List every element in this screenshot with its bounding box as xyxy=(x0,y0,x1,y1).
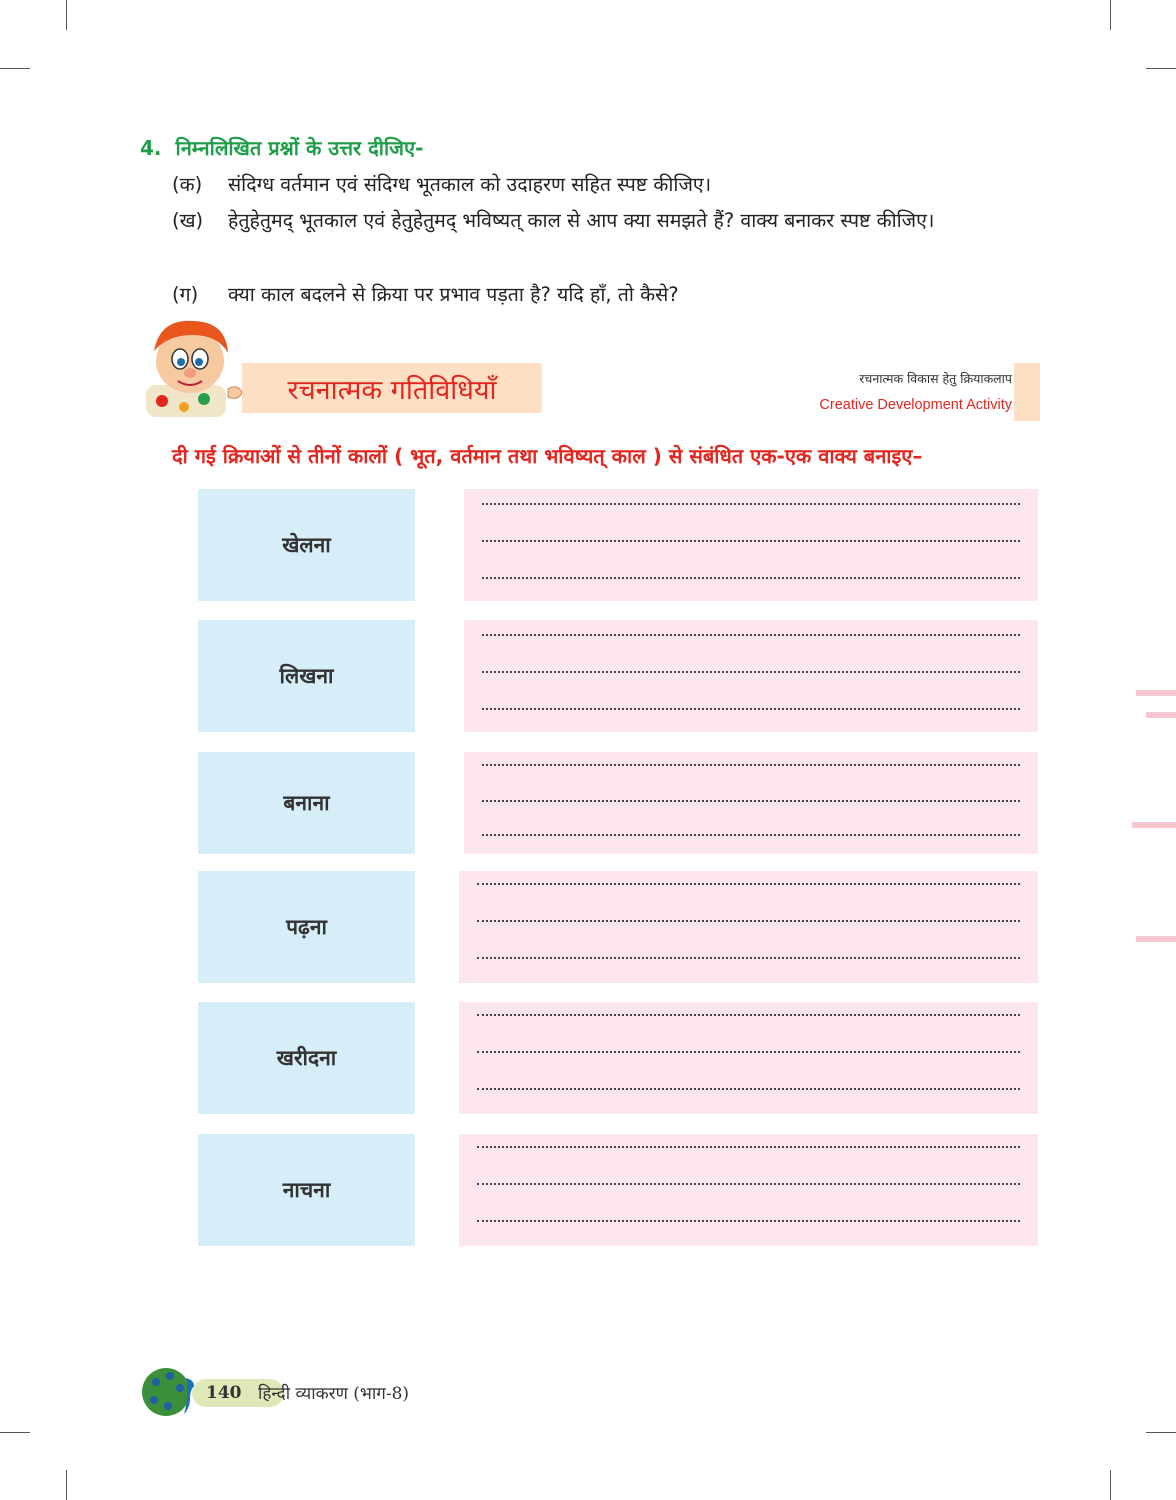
verb-label: खेलना xyxy=(198,489,415,601)
activity-subtitle-hindi: रचनात्मक विकास हेतु क्रियाकलाप xyxy=(859,371,1012,386)
edge-decoration xyxy=(1146,712,1176,718)
verb-label: खरीदना xyxy=(198,1002,415,1114)
answer-line[interactable] xyxy=(482,800,1020,802)
question-item xyxy=(172,204,1040,238)
answer-lines-box xyxy=(464,620,1038,732)
crop-mark xyxy=(1146,68,1176,69)
question-item-label: (ग) xyxy=(172,283,199,306)
activity-instruction: दी गई क्रियाओं से तीनों कालों ( भूत, वर्तमान तथा भविष्यत् काल ) से संबंधित एक-एक वाक्य बनाइए– xyxy=(172,444,923,468)
answer-lines-box xyxy=(464,489,1038,601)
verb-row xyxy=(198,871,1040,983)
verb-label: नाचना xyxy=(198,1134,415,1246)
crop-mark xyxy=(66,0,67,30)
answer-line[interactable] xyxy=(482,540,1020,542)
answer-line[interactable] xyxy=(477,1183,1020,1185)
answer-lines-box xyxy=(459,871,1038,983)
answer-line[interactable] xyxy=(482,708,1020,710)
activity-banner-title: रचनात्मक गतिविधियाँ xyxy=(242,363,542,413)
verb-row xyxy=(198,1002,1040,1114)
crop-mark xyxy=(1110,0,1111,30)
crop-mark xyxy=(66,1470,67,1500)
answer-line[interactable] xyxy=(482,764,1020,766)
answer-line[interactable] xyxy=(477,883,1020,885)
answer-lines-box xyxy=(459,1002,1038,1114)
answer-line[interactable] xyxy=(477,957,1020,959)
verb-row xyxy=(198,489,1040,601)
question-item xyxy=(172,278,1040,312)
question-item-text: संदिग्ध वर्तमान एवं संदिग्ध भूतकाल को उदाहरण सहित स्पष्ट कीजिए। xyxy=(228,173,712,196)
crop-mark xyxy=(0,1432,30,1433)
answer-line[interactable] xyxy=(482,834,1020,836)
edge-decoration xyxy=(1132,822,1176,828)
peacock-illustration xyxy=(140,1362,200,1422)
answer-line[interactable] xyxy=(482,577,1020,579)
verb-label: बनाना xyxy=(198,752,415,854)
question-heading-text: निम्नलिखित प्रश्नों के उत्तर दीजिए- xyxy=(175,136,424,160)
activity-banner xyxy=(140,315,1040,425)
crop-mark xyxy=(1110,1470,1111,1500)
activity-subtitle xyxy=(819,370,1012,413)
verb-label: लिखना xyxy=(198,620,415,732)
verb-label: पढ़ना xyxy=(198,871,415,983)
page-footer xyxy=(140,1362,540,1422)
question-item-text: हेतुहेतुमद् भूतकाल एवं हेतुहेतुमद् भविष्यत् काल से आप क्या समझते हैं? वाक्य बनाकर स्पष्ट कीजिए। xyxy=(228,209,935,232)
page-number: 140 xyxy=(192,1379,284,1407)
answer-line[interactable] xyxy=(482,503,1020,505)
answer-line[interactable] xyxy=(477,1051,1020,1053)
answer-lines-box xyxy=(459,1134,1038,1246)
answer-line[interactable] xyxy=(477,1014,1020,1016)
question-heading xyxy=(140,134,423,161)
question-item xyxy=(172,168,1040,202)
answer-line[interactable] xyxy=(477,1220,1020,1222)
activity-subtitle-english: Creative Development Activity xyxy=(819,397,1012,413)
edge-decoration xyxy=(1136,936,1176,942)
answer-line[interactable] xyxy=(477,920,1020,922)
verb-row xyxy=(198,620,1040,732)
cartoon-boy-illustration xyxy=(140,315,250,417)
question-item-label: (ख) xyxy=(172,209,204,232)
crop-mark xyxy=(1146,1432,1176,1433)
verb-row xyxy=(198,1134,1040,1246)
banner-accent-bar xyxy=(1014,363,1040,421)
answer-line[interactable] xyxy=(477,1146,1020,1148)
question-item-text: क्या काल बदलने से क्रिया पर प्रभाव पड़ता है? यदि हाँ, तो कैसे? xyxy=(228,283,679,306)
edge-decoration xyxy=(1136,690,1176,696)
crop-mark xyxy=(0,68,30,69)
question-number: 4. xyxy=(140,136,162,160)
answer-line[interactable] xyxy=(482,634,1020,636)
book-title: हिन्दी व्याकरण (भाग-8) xyxy=(258,1384,410,1404)
answer-lines-box xyxy=(464,752,1038,854)
question-item-label: (क) xyxy=(172,173,203,196)
answer-line[interactable] xyxy=(482,671,1020,673)
answer-line[interactable] xyxy=(477,1088,1020,1090)
verb-row xyxy=(198,752,1040,864)
